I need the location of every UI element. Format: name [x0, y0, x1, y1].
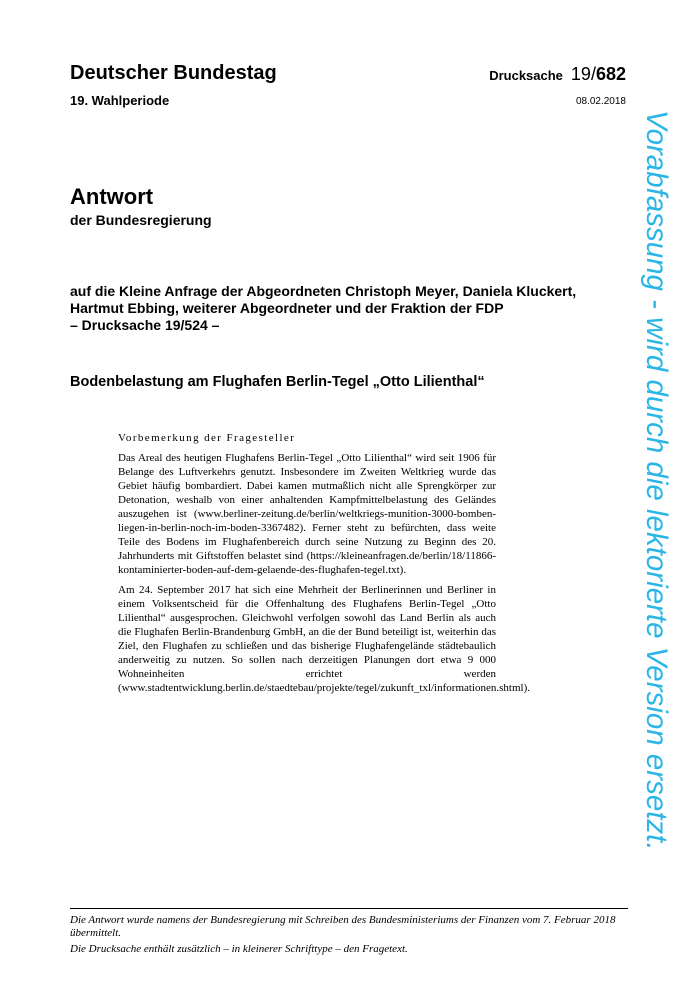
preliminary-remarks: [118, 431, 530, 701]
legislative-period: 19. Wahlperiode: [70, 93, 170, 108]
inquiry-line: auf die Kleine Anfrage der Abgeordneten Christoph Meyer, Daniela Kluckert,: [70, 283, 577, 299]
drucksache-number: [489, 64, 626, 85]
document-subtitle: der Bundesregierung: [70, 212, 212, 228]
footnote-text: Die Antwort wurde namens der Bundesregierung mit Schreiben des Bundesministeriums der Finanzen vom 7. Februar 2018 übermittelt.: [70, 914, 616, 940]
organization-name: Deutscher Bundestag: [70, 62, 277, 84]
document-date: 08.02.2018: [575, 96, 626, 107]
draft-watermark: Vorabfassung - wird durch die lektorierte Version ersetzt.: [640, 110, 673, 851]
drucksache-number-main: 682: [595, 64, 626, 84]
preliminary-heading: Vorbemerkung der Fragesteller: [118, 432, 296, 444]
document-title: Bodenbelastung am Flughafen Berlin-Tegel „Otto Lilienthal“: [70, 374, 485, 390]
footnote-text: Die Drucksache enthält zusätzlich – in kleinerer Schrifttype – den Fragetext.: [70, 943, 408, 956]
preliminary-paragraph: Das Areal des heutigen Flughafens Berlin-Tegel „Otto Lilienthal“ wird seit 1906 für Belange des Luftverkehrs genutzt. Insbesondere im Zweiten Weltkrieg wurde das Gebiet häufig bombardiert. Dabei kamen mutmaßlich nicht alle Sprengkörper zur Detonation, weshalb von einer anhaltenden Kampfmittelbelastung des Geländes auszugehen ist (www.berliner-zeitung.de/berlin/weltkriegs-munition-3000-bomben-liegen-in-berlin-noch-im-boden-3367482). Ferner steht zu befürchten, dass weite Teile des Bodens im Flughafenbereich durch seine Nutzung zu Beginn des 20. Jahrhunderts mit Giftstoffen belastet sind (https://kleineanfragen.de/berlin/18/11866-kontaminierter-boden-auf-dem-gelaende-des-flughafen-tegel.txt).: [118, 452, 496, 576]
footnote-divider: [70, 908, 628, 909]
inquiry-line: Hartmut Ebbing, weiterer Abgeordneter und der Fraktion der FDP: [70, 300, 504, 317]
inquiry-reference: [70, 283, 576, 335]
inquiry-line: – Drucksache 19/524 –: [70, 317, 220, 334]
document-type: Antwort: [70, 184, 154, 209]
footnotes: [70, 914, 630, 960]
preliminary-paragraph: Am 24. September 2017 hat sich eine Mehrheit der Berlinerinnen und Berliner in einem Volksentscheid für die Offenhaltung des Flughafens Berlin-Tegel „Otto Lilienthal“ ausgesprochen. Gleichwohl verfolgen sowohl das Land Berlin als auch die Flughafen Berlin-Brandenburg GmbH, an die der Bund beteiligt ist, weiterhin das Ziel, den Flughafen zu schließen und das bisherige Flughafengelände städtebaulich anderweitig zu nutzen. So sollen nach derzeitigen Planungen dort etwa 9 000 Wohneinheiten errichtet werden (www.stadtentwicklung.berlin.de/staedtebau/projekte/tegel/zukunft_txl/informationen.shtml).: [118, 584, 530, 694]
drucksache-number-prefix: 19/: [570, 64, 596, 84]
drucksache-label: Drucksache: [489, 68, 563, 83]
